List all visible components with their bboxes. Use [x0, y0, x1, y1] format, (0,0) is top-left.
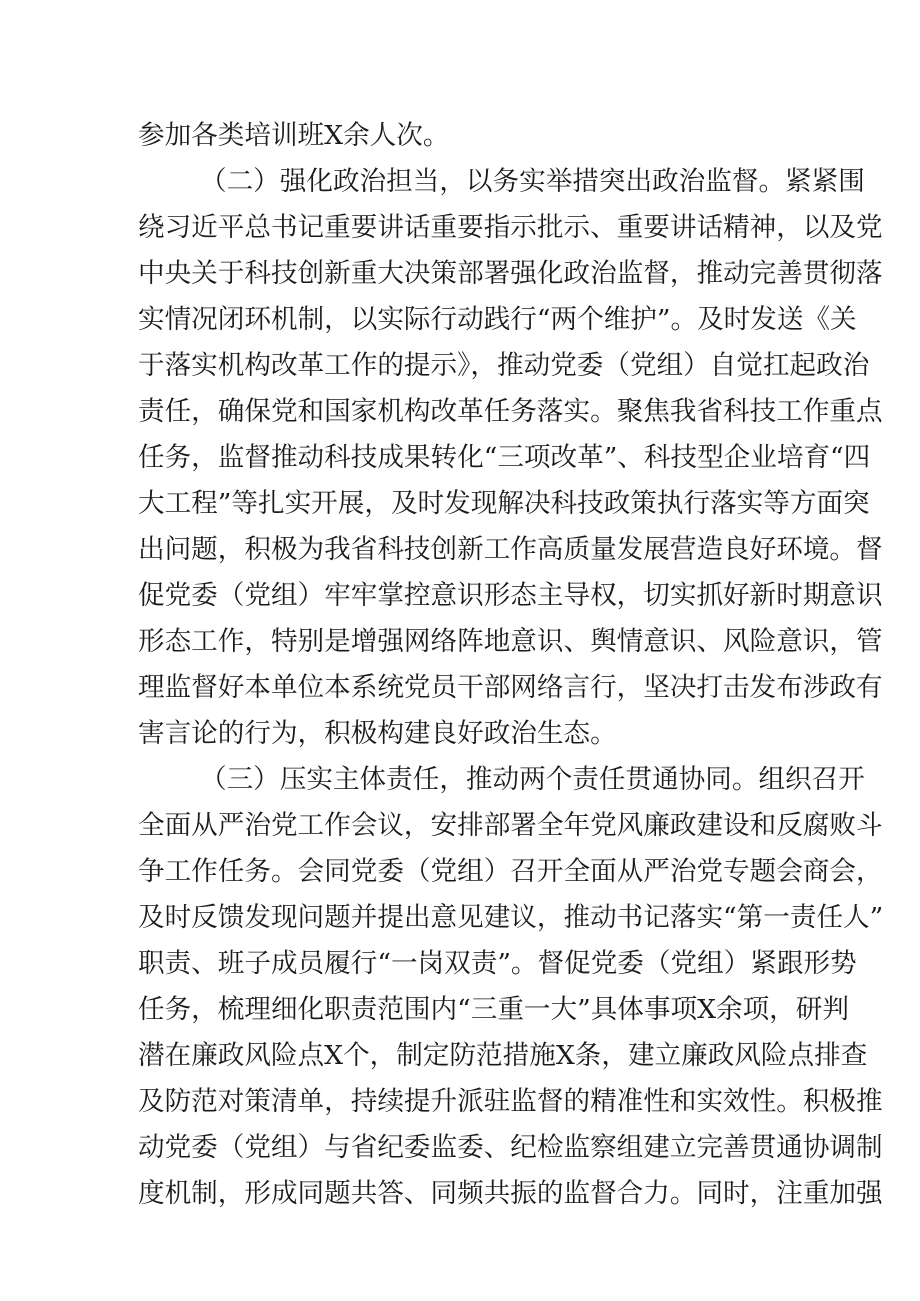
- text-line: 形态工作，特别是增强网络阵地意识、舆情意识、风险意识，管: [138, 626, 883, 657]
- text-line: （三）压实主体责任，推动两个责任贯通协同。组织召开: [200, 764, 865, 795]
- text-line: 于落实机构改革工作的提示》，推动党委（党组）自觉扛起政治: [138, 350, 870, 381]
- text-line: 及时反馈发现问题并提出意见建议，推动书记落实“第一责任人”: [138, 902, 884, 933]
- text-line: 潜在廉政风险点X个，制定防范措施X条，建立廉政风险点排查: [138, 1040, 868, 1071]
- text-line: 职责、班子成员履行“一岗双责”。督促党委（党组）紧跟形势: [138, 948, 857, 979]
- text-line: 绕习近平总书记重要讲话重要指示批示、重要讲话精神，以及党: [138, 212, 883, 243]
- text-line: 促党委（党组）牢牢掌控意识形态主导权，切实抓好新时期意识: [138, 580, 883, 611]
- text-line: 任务，监督推动科技成果转化“三项改革”、科技型企业培育“四: [138, 442, 871, 473]
- text-line: 任务，梳理细化职责范围内“三重一大”具体事项X余项，研判: [138, 994, 849, 1025]
- text-line: 实情况闭环机制，以实际行动践行“两个维护”。及时发送《关: [138, 304, 857, 335]
- text-line: 大工程”等扎实开展，及时发现解决科技政策执行落实等方面突: [138, 488, 870, 519]
- text-line: 害言论的行为，积极构建良好政治生态。: [138, 718, 617, 749]
- text-line: 理监督好本单位本系统党员干部网络言行，坚决打击发布涉政有: [138, 672, 883, 703]
- text-line: 动党委（党组）与省纪委监委、纪检监察组建立完善贯通协调制: [138, 1132, 883, 1163]
- text-line: 度机制，形成同题共答、同频共振的监督合力。同时，注重加强: [138, 1178, 883, 1209]
- text-line: 参加各类培训班X余人次。: [138, 120, 450, 151]
- text-line: 中央关于科技创新重大决策部署强化政治监督，推动完善贯彻落: [138, 258, 883, 289]
- text-line: 及防范对策清单，持续提升派驻监督的精准性和实效性。积极推: [138, 1086, 883, 1117]
- text-line: 争工作任务。会同党委（党组）召开全面从严治党专题会商会，: [138, 856, 883, 887]
- text-line: 责任，确保党和国家机构改革任务落实。聚焦我省科技工作重点: [138, 396, 883, 427]
- text-line: 出问题，积极为我省科技创新工作高质量发展营造良好环境。督: [138, 534, 883, 565]
- text-line: （二）强化政治担当，以务实举措突出政治监督。紧紧围: [200, 166, 865, 197]
- text-line: 全面从严治党工作会议，安排部署全年党风廉政建设和反腐败斗: [138, 810, 883, 841]
